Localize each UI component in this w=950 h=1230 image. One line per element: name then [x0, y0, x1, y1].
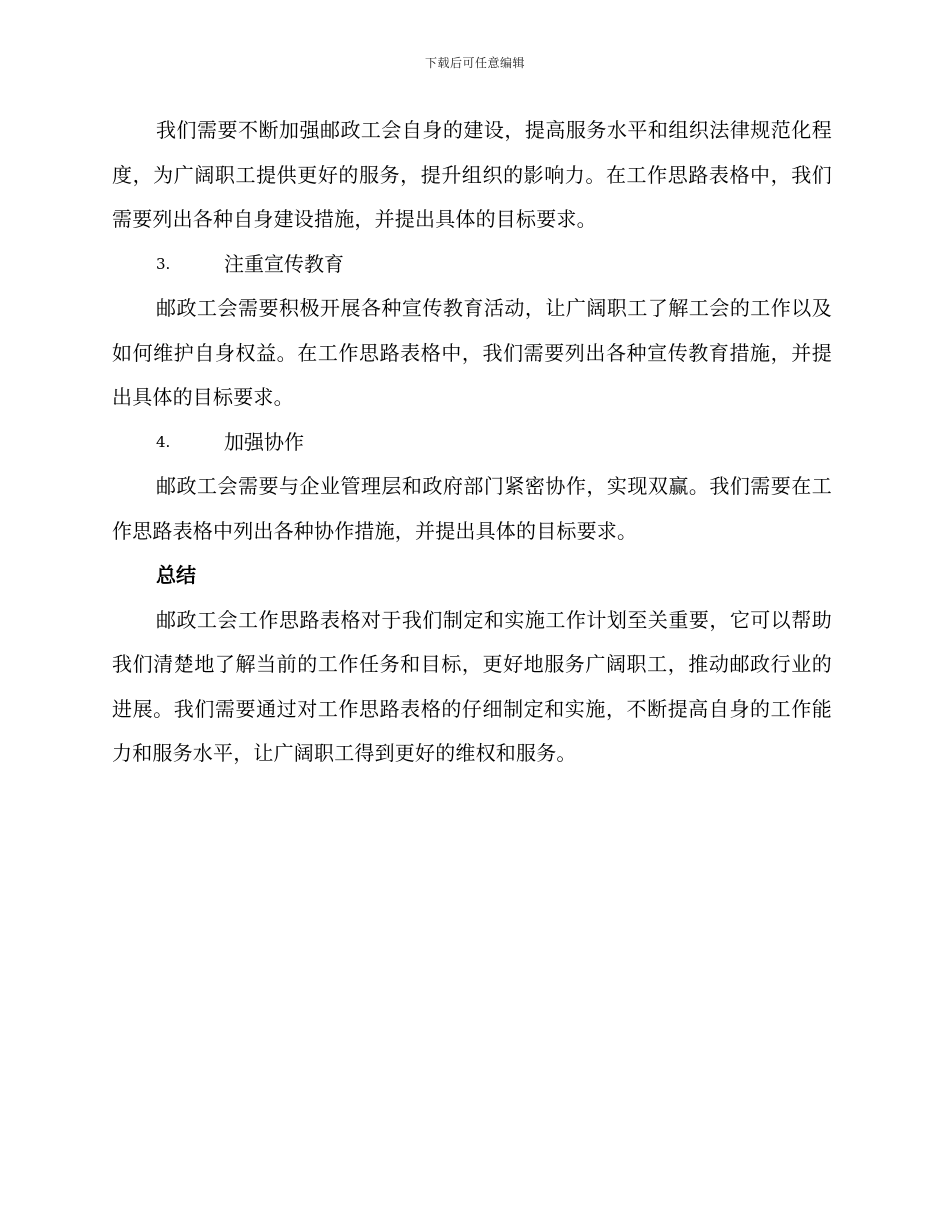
- header-note: 下载后可任意编辑: [424, 56, 525, 70]
- section-heading-summary: 总结: [156, 563, 196, 587]
- paragraph-self-building: 我们需要不断加强邮政工会自身的建设，提高服务水平和组织法律规范化程度，为广阔职工提供更好的服务，提升组织的影响力。在工作思路表格中，我们需要列出各种自身建设措施，并提出具体的目标要求。: [112, 118, 832, 231]
- list-label: 注重宣传教育: [224, 251, 344, 276]
- paragraph-summary: 邮政工会工作思路表格对于我们制定和实施工作计划至关重要，它可以帮助我们清楚地了解当前的工作任务和目标，更好地服务广阔职工，推动邮政行业的进展。我们需要通过对工作思路表格的仔细制定和实施，不断提高自身的工作能力和服务水平，让广阔职工得到更好的维权和服务。: [112, 607, 832, 765]
- document-body: [112, 108, 832, 776]
- paragraph-education: 邮政工会需要积极开展各种宣传教育活动，让广阔职工了解工会的工作以及如何维护自身权益。在工作思路表格中，我们需要列出各种宣传教育措施，并提出具体的目标要求。: [112, 296, 832, 409]
- list-label: 加强协作: [224, 429, 304, 454]
- list-item-4: [112, 420, 832, 465]
- list-item-3: [112, 242, 832, 287]
- list-number: 4.: [156, 432, 171, 451]
- list-number: 3.: [156, 254, 171, 273]
- paragraph-cooperation: 邮政工会需要与企业管理层和政府部门紧密协作，实现双赢。我们需要在工作思路表格中列出各种协作措施，并提出具体的目标要求。: [112, 474, 832, 543]
